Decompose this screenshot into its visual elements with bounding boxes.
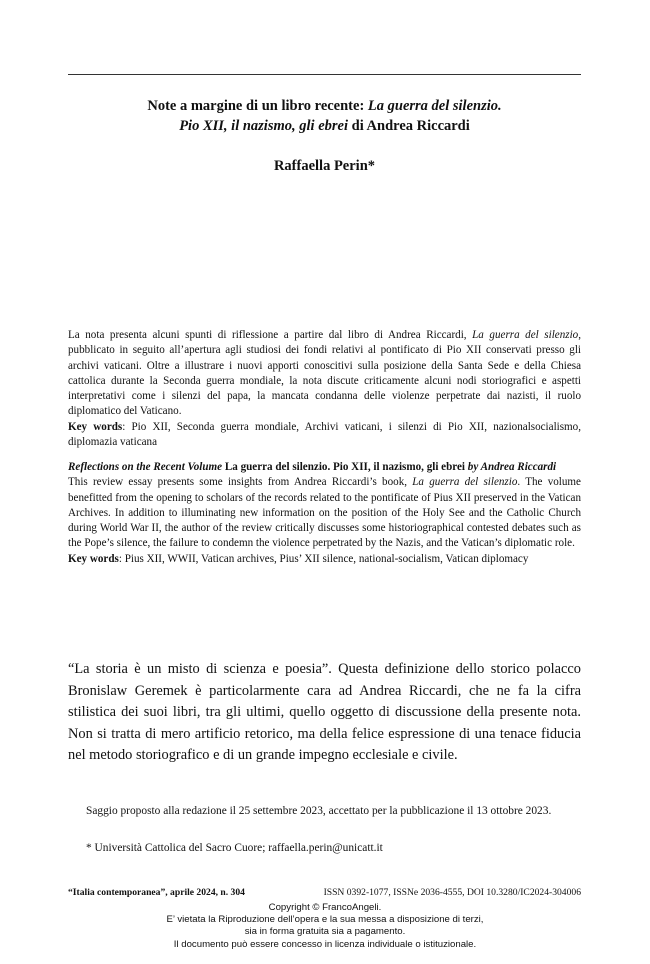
footer-issn-doi: ISSN 0392-1077, ISSNe 2036-4555, DOI 10.3280/IC2024-304006: [323, 887, 581, 898]
abstract-en-heading-bold: La guerra del silenzio. Pio XII, il nazismo, gli ebrei: [222, 461, 468, 473]
abstract-en-text-2: . The volume benefitted from the opening to scholars of the records related to the pontificate of Pius XII preserved in the Vatican Archives. In addition to illuminating new information on the position of the Holy See and the Catholic Church during World War II, the author of the review critically discusses some historiographical contested debates such as the Pope’s silence, the failure to condemn the violence perpetrated by the Nazis, and the Vatican’s diplomatic role.: [68, 476, 581, 550]
abstract-it-keywords: : Pio XII, Seconda guerra mondiale, Archivi vaticani, i silenzi di Pio XII, nazionalsocialismo, diplomazia vaticana: [68, 420, 581, 449]
abstract-english: [68, 460, 581, 567]
footer-journal: “Italia contemporanea”, aprile 2024, n. 304: [68, 887, 245, 898]
title-line-2: [68, 116, 581, 136]
abstract-en-text-1: This review essay presents some insights from Andrea Riccardi’s book,: [68, 476, 413, 489]
top-rule: [68, 74, 581, 75]
abstract-it-text-1: La nota presenta alcuni spunti di riflessione a partire dal libro di Andrea Riccardi,: [68, 329, 473, 341]
abstract-en-book-title: La guerra del silenzio: [412, 476, 518, 489]
abstract-it-keywords-label: Key words: [68, 420, 123, 433]
abstract-en-heading-italic: Reflections on the Recent Volume: [68, 461, 223, 473]
submission-note: Saggio proposto alla redazione il 25 settembre 2023, accettato per la pubblicazione il 13 ottobre 2023.: [86, 805, 552, 817]
copyright-notice: [0, 902, 650, 951]
subtitle-book: Pio XII, il nazismo, gli ebrei: [179, 118, 348, 134]
copyright-line: Copyright © FrancoAngeli.: [268, 902, 382, 913]
abstract-it-book-title: La guerra del silenzio: [472, 329, 579, 341]
copyright-line: sia in forma gratuita sia a pagamento.: [244, 926, 406, 938]
title-prefix: Note a margine di un libro recente:: [147, 98, 368, 114]
title-book: La guerra del silenzio.: [367, 98, 502, 114]
abstract-en-heading: [68, 461, 556, 473]
subtitle-author: di Andrea Riccardi: [348, 118, 470, 134]
copyright-line: Il documento può essere concesso in licenza individuale o istituzionale.: [173, 938, 477, 950]
abstract-en-heading-by: by Andrea Riccardi: [467, 461, 557, 473]
copyright-line: E’ vietata la Riproduzione dell’opera e la sua messa a disposizione di terzi,: [166, 914, 484, 926]
abstract-italian: [68, 328, 581, 450]
author-affiliation-note: * Università Cattolica del Sacro Cuore; raffaella.perin@unicatt.it: [86, 842, 383, 854]
article-title: [68, 96, 581, 136]
abstract-en-keywords: : Pius XII, WWII, Vatican archives, Pius’ XII silence, national-socialism, Vatican diplomacy: [118, 552, 529, 565]
title-line-1: [68, 96, 581, 116]
abstract-en-keywords-label: Key words: [68, 552, 119, 565]
abstract-it-text-2: , pubblicato in seguito all’apertura agli studiosi dei fondi relativi al pontificato di Pio XII conservati presso gli archivi vaticani. Oltre a illustrare i nuovi apporti conoscitivi sulla posizione della Santa Sede e della Chiesa cattolica durante la Seconda guerra mondiale, la nota discute criticamente alcuni nodi storiografici e aspetti interpretativi come i silenzi del papa, la mancata condanna delle violenze perpetrate dai nazisti, il ruolo diplomatico del Vaticano.: [68, 329, 581, 418]
body-paragraph: “La storia è un misto di scienza e poesia”. Questa definizione dello storico polacco Bronislaw Geremek è particolarmente cara ad Andrea Riccardi, che ne fa la cifra stilistica dei suoi libri, tra gli ultimi, quello oggetto di discussione della presente nota. Non si tratta di mero artificio retorico, ma della felice espressione di una tenace fiducia nel metodo storiografico e di un grande impegno ecclesiale e civile.: [68, 661, 581, 764]
article-author: Raffaella Perin*: [273, 158, 376, 174]
